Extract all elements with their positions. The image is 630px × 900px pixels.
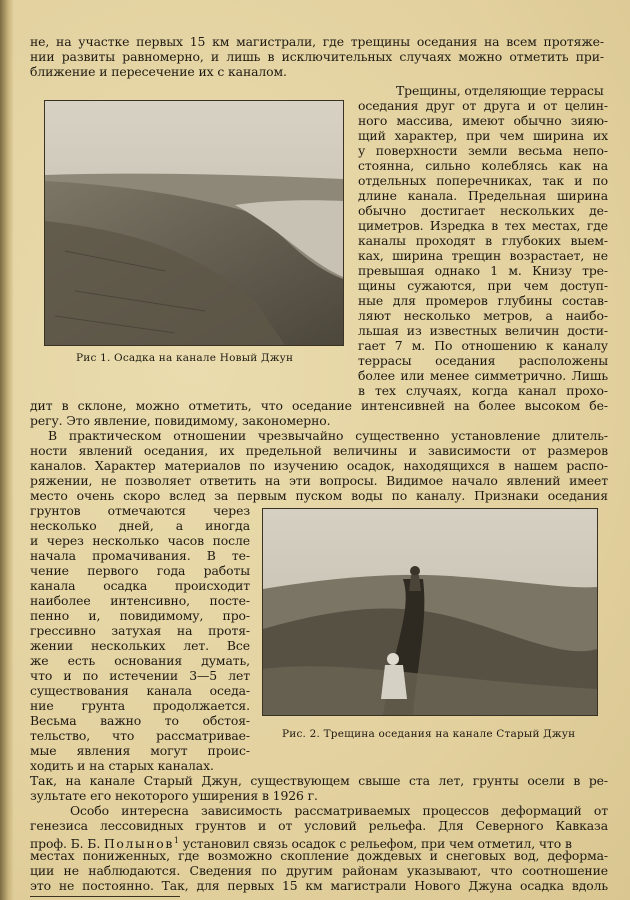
text-line: ляют несколько метров, а наибо- — [358, 308, 608, 323]
figure-2-caption: Рис. 2. Трещина оседания на канале Старый Джун — [282, 728, 576, 740]
text-line: Особо интересна зависимость рассматриваемых процессов деформаций от — [70, 803, 608, 818]
text-line: террасы оседания расположены — [358, 353, 608, 368]
text-line: Так, на канале Старый Джун, существующем свыше ста лет, грунты осели в ре- — [30, 773, 608, 788]
text-line: регу. Это явление, повидимому, закономерно. — [30, 413, 331, 428]
text-line: длине канала. Предельная ширина — [358, 188, 608, 203]
text-line: Трещины, отделяющие террасы — [396, 83, 604, 98]
text-line: канала осадка происходит — [30, 578, 250, 593]
text-line: мые явления могут проис- — [30, 743, 250, 758]
text-line: ного массива, имеют обычно зияю- — [358, 113, 608, 128]
text-line: ные для промеров глубины состав- — [358, 293, 608, 308]
footnote-mark: 1 — [173, 836, 179, 845]
text-line: генезиса лессовидных грунтов и от условий рельефа. Для Северного Кавказа — [30, 818, 608, 833]
page-binding-edge — [0, 0, 14, 900]
text-line: у поверхности земли весьма непо- — [358, 143, 608, 158]
author-name: Полынов — [104, 836, 174, 852]
text-line: же есть основания думать, — [30, 653, 250, 668]
text-line: тельство, что рассматривае- — [30, 728, 250, 743]
text-line: ции не наблюдаются. Сведения по другим районам указывают, что соотношение — [30, 863, 608, 878]
figure-1-caption: Рис 1. Осадка на канале Новый Джун — [76, 352, 294, 364]
text-line: пенно и, повидимому, про- — [30, 608, 250, 623]
text-line: каналы проходят в глубоких выем- — [358, 233, 608, 248]
text-line: В практическом отношении чрезвычайно существенно установление длитель- — [48, 428, 608, 443]
text-line: наиболее интенсивно, посте- — [30, 593, 250, 608]
text-line: ние грунта продолжается. — [30, 698, 250, 713]
text-line: нии развиты равномерно, и лишь в исключительных случаях можно отметить при- — [30, 49, 604, 64]
text-line: не, на участке первых 15 км магистрали, где трещины оседания на всем протяже- — [30, 34, 604, 49]
text-line: чение первого года работы — [30, 563, 250, 578]
text-line: что и по истечении 3—5 лет — [30, 668, 250, 683]
text-line: стоянна, сильно колеблясь как на — [358, 158, 608, 173]
text-line: грунтов отмечаются через — [30, 503, 250, 518]
text-line: и через несколько часов после — [30, 533, 250, 548]
text-line: каналов. Характер материалов по изучению осадок, находящихся в нашем распо- — [30, 458, 608, 473]
text-line: грессивно затухая на протя- — [30, 623, 250, 638]
text-line: в тех случаях, когда канал прохо- — [358, 383, 608, 398]
text-line: циметров. Изредка в тех местах, где — [358, 218, 608, 233]
text-line: отдельных поперечниках, так и по — [358, 173, 608, 188]
text-line: щий характер, при чем ширина их — [358, 128, 608, 143]
figure-2-photo — [262, 508, 598, 716]
text-line: Весьма важно то обстоя- — [30, 713, 250, 728]
text-line: ходить и на старых каналах. — [30, 758, 214, 773]
text-line: более или менее симметрично. Лишь — [358, 368, 608, 383]
author-prefix: проф. Б. Б. — [30, 836, 101, 852]
figure-1-image — [45, 101, 343, 345]
figure-2-image — [263, 509, 597, 715]
text-line: место очень скоро вслед за первым пуском воды по каналу. Признаки оседания — [30, 488, 608, 503]
text-line: оседания друг от друга и от целин- — [358, 98, 608, 113]
text-line: щины сужаются, при чем доступ- — [358, 278, 608, 293]
text-line: ках, ширина трещин возрастает, не — [358, 248, 608, 263]
figure-1-photo — [44, 100, 344, 346]
text-line: льшая из известных величин дости- — [358, 323, 608, 338]
text-line: превышая однако 1 м. Книзу тре- — [358, 263, 608, 278]
text-line: местах пониженных, где возможно скопление дождевых и снеговых вод, деформа- — [30, 848, 608, 863]
text-line: ближение и пересечение их с каналом. — [30, 64, 287, 79]
footnote-rule — [30, 896, 180, 897]
text-line: обычно достигает нескольких де- — [358, 203, 608, 218]
text-line: существования канала оседа- — [30, 683, 250, 698]
text-line: гает 7 м. По отношению к каналу — [358, 338, 608, 353]
text-line: дит в склоне, можно отметить, что оседание интенсивней на более высоком бе- — [30, 398, 608, 413]
text-line: это не постоянно. Так, для первых 15 км магистрали Нового Джуна осадка вдоль — [30, 878, 608, 893]
text-line: ности явлений оседания, их предельной величины и зависимости от размеров — [30, 443, 608, 458]
text-line: зультате его некоторого уширения в 1926 г. — [30, 788, 318, 803]
text-line: жении нескольких лет. Все — [30, 638, 250, 653]
text-line: несколько дней, а иногда — [30, 518, 250, 533]
text-line: начала промачивания. В те- — [30, 548, 250, 563]
text-line: ряжении, не позволяет ответить на эти вопросы. Видимое начало явлений имеет — [30, 473, 608, 488]
author-line-rest: установил связь осадок с рельефом, при чем отметил, что в — [182, 836, 572, 852]
